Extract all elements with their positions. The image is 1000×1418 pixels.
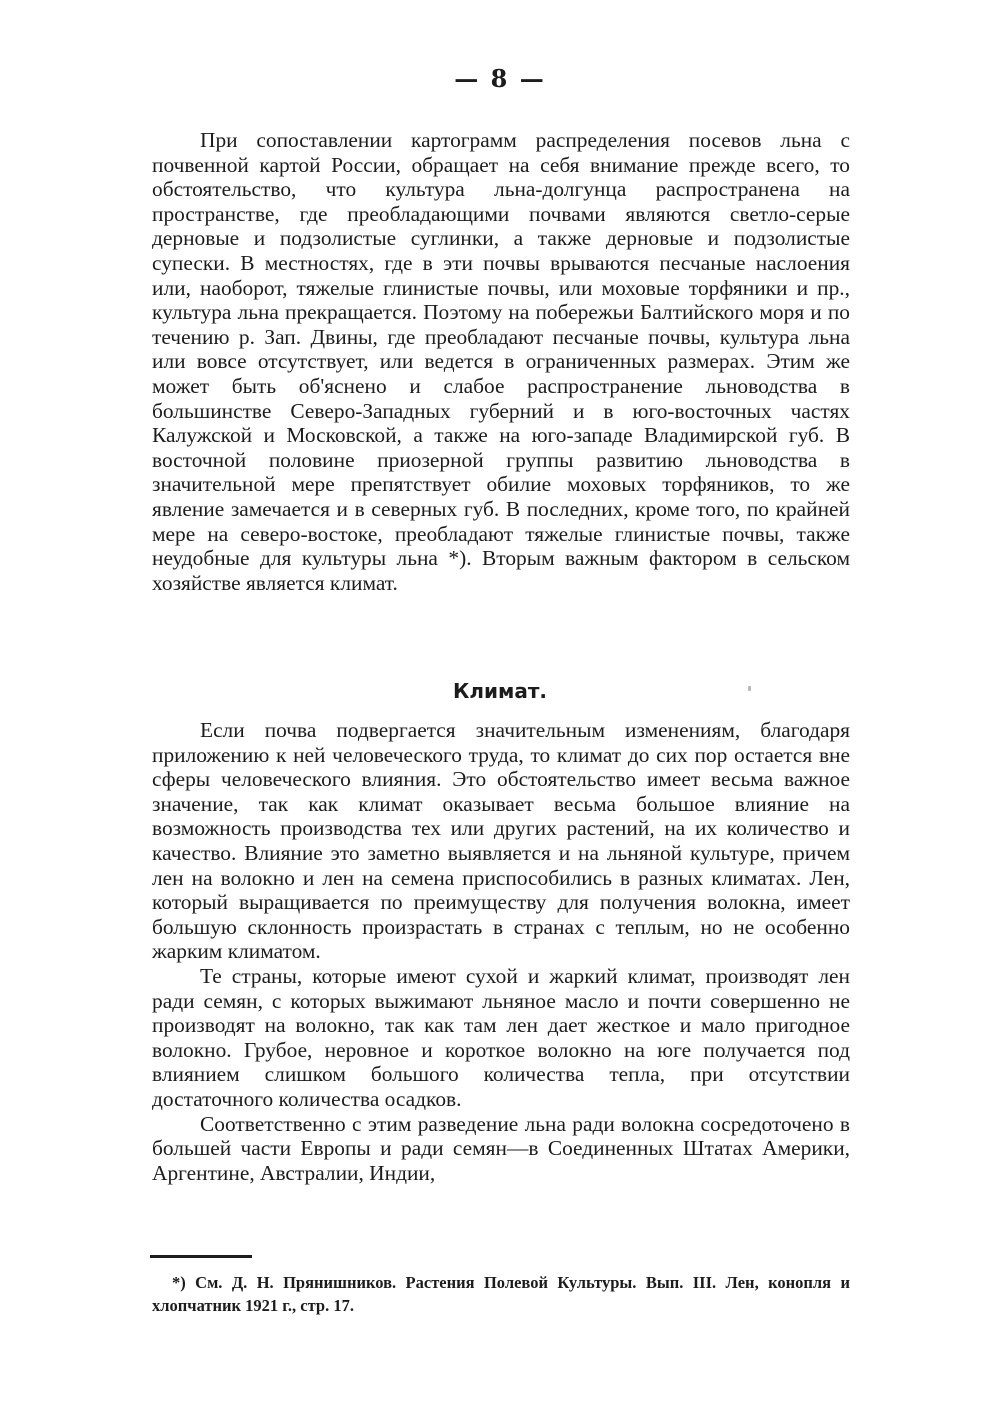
- footnote: *) См. Д. Н. Прянишников. Растения Полевой Культуры. Вып. III. Лен, конопля и хлопчатник 1921 г., стр. 17.: [152, 1273, 850, 1315]
- footnote-divider: [150, 1255, 252, 1258]
- scan-speck: [748, 686, 751, 691]
- paragraph: Если почва подвергается значительным изменениям, благодаря приложению к ней человеческого труда, то климат до сих пор остается вне сферы человеческого влияния. Это обстоятельство имеет весьма важное значение, так как климат оказывает весьма большое влияние на возможность производства тех или других растений, на их количество и качество. Влияние это заметно выявляется и на льняной культуре, причем лен на волокно и лен на семена приспособились в разных климатах. Лен, который выращивается по преимуществу для получения волокна, имеет большую склонность произрастать в странах с теплым, но не особенно жарким климатом.: [152, 718, 850, 964]
- paragraph: Те страны, которые имеют сухой и жаркий климат, производят лен ради семян, с которых выжимают льняное масло и почти совершенно не производят на волокно, так как там лен дает жесткое и мало пригодное волокно. Грубое, неровное и короткое волокно на юге получается под влиянием слишком большого количества тепла, при отсутствии достаточного количества осадков.: [152, 963, 850, 1111]
- page-number: — 8 —: [454, 64, 546, 93]
- climate-section: [152, 718, 850, 1185]
- intro-section: [152, 128, 850, 595]
- paragraph: Соответственно с этим разведение льна ради волокна сосредоточено в большей части Европы и ради семян—в Соединенных Штатах Америки, Аргентине, Австралии, Индии,: [152, 1111, 850, 1185]
- paragraph: При сопоставлении картограмм распределения посевов льна с почвенной картой России, обращает на себя внимание прежде всего, то обстоятельство, что культура льна-долгунца распространена на пространстве, где преобладающими почвами являются светло-серые дерновые и подзолистые суглинки, а также дерновые и подзолистые супески. В местностях, где в эти почвы врываются песчаные наслоения или, наоборот, тяжелые глинистые почвы, или моховые торфяники и пр., культура льна прекращается. Поэтому на побережьи Балтийского моря и по течению р. Зап. Двины, где преобладают песчаные почвы, культура льна или вовсе отсутствует, или ведется в ограниченных размерах. Этим же может быть об'яснено и слабое распространение льноводства в большинстве Северо-Западных губерний и в юго-восточных частях Калужской и Московской, а также на юго-западе Владимирской губ. В восточной половине приозерной группы развитию льноводства в значительной мере препятствует обилие моховых торфяников, то же явление замечается и в северных губ. В последних, кроме того, по крайней мере на северо-востоке, преобладают тяжелые глинистые почвы, также неудобные для культуры льна *). Вторым важным фактором в сельском хозяйстве является климат.: [152, 128, 850, 595]
- section-heading-climate: Климат.: [452, 679, 548, 703]
